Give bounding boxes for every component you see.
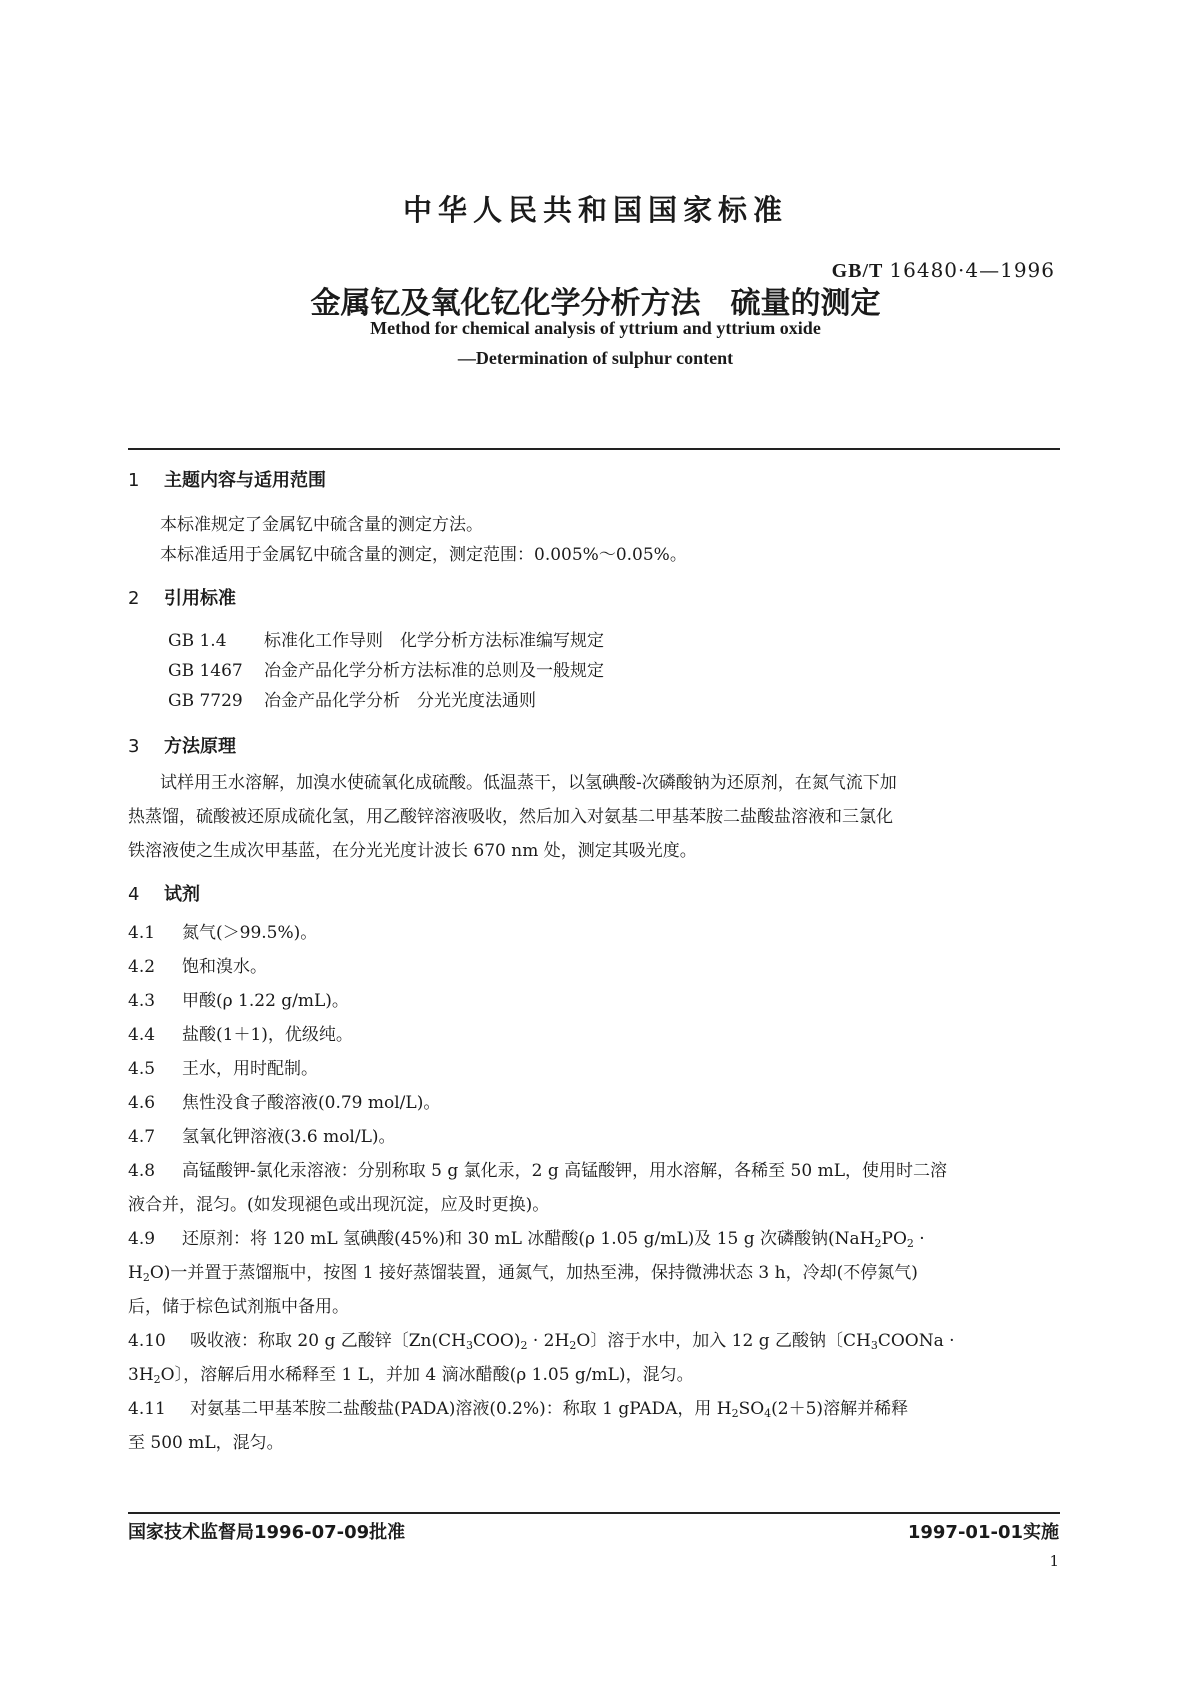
reagent-text: SO — [738, 1399, 765, 1419]
reagent-item — [128, 1018, 1060, 1052]
reagent-text: 甲酸(ρ 1.22 g/mL)。 — [182, 991, 349, 1011]
reference-row — [168, 656, 604, 681]
title-chinese — [0, 278, 1191, 322]
reagent-number: 4.10 — [128, 1331, 166, 1351]
reagent-text: 对氨基二甲基苯胺二盐酸盐(PADA)溶液(0.2%)：称取 1 gPADA，用 H — [190, 1399, 732, 1419]
section-1-line-2: 本标准适用于金属钇中硫含量的测定，测定范围：0.005%～0.05%。 — [160, 545, 687, 565]
reference-text: 冶金产品化学分析 分光光度法通则 — [264, 691, 536, 711]
reagent-text: COO) — [472, 1331, 521, 1351]
section-3-line-1: 试样用王水溶解，加溴水使硫氧化成硫酸。低温蒸干，以氢碘酸-次磷酸钠为还原剂，在氮气流下加 — [160, 773, 897, 793]
section-3-line-3: 铁溶液使之生成次甲基蓝，在分光光度计波长 670 nm 处，测定其吸光度。 — [128, 841, 697, 861]
title-english-line1: Method for chemical analysis of yttrium and yttrium oxide — [370, 318, 821, 338]
national-standard-heading: 中华人民共和国国家标准 — [402, 193, 788, 227]
reagent-text: H — [128, 1263, 143, 1283]
reagent-text: 高锰酸钾-氯化汞溶液：分别称取 5 g 氯化汞，2 g 高锰酸钾，用水溶解，各稀至 50 mL，使用时二溶 — [182, 1161, 948, 1181]
approval-date: 国家技术监督局1996-07-09批准 — [128, 1522, 406, 1543]
title-chinese-part2: 硫量的测定 — [730, 286, 881, 321]
reference-code: GB 1.4 — [168, 631, 227, 651]
reference-code: GB 1467 — [168, 661, 243, 681]
reagent-item — [128, 1052, 1060, 1086]
reagent-text: 饱和溴水。 — [182, 957, 267, 977]
reference-text: 标准化工作导则 化学分析方法标准编写规定 — [264, 631, 604, 651]
reagent-number: 4.6 — [128, 1093, 156, 1113]
reagent-item — [128, 916, 1060, 950]
reagent-text: 王水，用时配制。 — [182, 1059, 318, 1079]
reagent-text: 氢氧化钾溶液(3.6 mol/L)。 — [182, 1127, 396, 1147]
reference-row — [168, 686, 536, 711]
section-2-number: 2 — [128, 588, 140, 609]
reagent-text: 焦性没食子酸溶液(0.79 mol/L)。 — [182, 1093, 441, 1113]
reagent-text-continued: 后，储于棕色试剂瓶中备用。 — [128, 1297, 349, 1317]
title-chinese-part1: 金属钇及氧化钇化学分析方法 — [310, 286, 701, 321]
reagent-number: 4.9 — [128, 1229, 156, 1249]
standard-code-number: 16480·4—1996 — [889, 258, 1055, 282]
reagent-number: 4.2 — [128, 957, 156, 977]
reference-text: 冶金产品化学分析方法标准的总则及一般规定 — [264, 661, 604, 681]
reagent-number: 4.8 — [128, 1161, 156, 1181]
reagent-text-continued: 至 500 mL，混匀。 — [128, 1433, 284, 1453]
standard-code-prefix: GB/T — [831, 260, 884, 282]
reagent-text: O〕，溶解后用水稀释至 1 L，并加 4 滴冰醋酸(ρ 1.05 g/mL)，混匀。 — [160, 1365, 694, 1385]
reagent-item-4-11: 4.11 对氨基二甲基苯胺二盐酸盐(PADA)溶液(0.2%)：称取 1 gPADA，用 $H_2SO_4(2+5)$溶解并稀释 至 500 mL，混匀。 — [128, 1392, 1060, 1460]
reagent-text: PO — [881, 1229, 907, 1249]
reagent-item — [128, 984, 1060, 1018]
section-1-heading — [128, 466, 326, 492]
section-1-number: 1 — [128, 470, 140, 491]
section-2-title: 引用标准 — [164, 588, 236, 609]
reference-code: GB 7729 — [168, 691, 243, 711]
reagent-number: 4.4 — [128, 1025, 156, 1045]
reagent-item — [128, 1086, 1060, 1120]
reagent-number: 4.7 — [128, 1127, 156, 1147]
reagent-number: 4.5 — [128, 1059, 156, 1079]
section-3-number: 3 — [128, 736, 140, 757]
footer-divider — [128, 1512, 1060, 1514]
reagent-text: O〕溶于水中，加入 12 g 乙酸钠〔CH — [576, 1331, 871, 1351]
section-3-heading — [128, 732, 236, 758]
section-2-heading — [128, 584, 236, 610]
reference-row — [168, 626, 604, 651]
section-4-title: 试剂 — [164, 884, 200, 905]
reagent-text: · 2H — [527, 1331, 570, 1351]
section-3-line-2: 热蒸馏，硫酸被还原成硫化氢，用乙酸锌溶液吸收，然后加入对氨基二甲基苯胺二盐酸盐溶液和三氯化 — [128, 807, 893, 827]
section-4-heading — [128, 880, 200, 906]
effective-date: 1997-01-01实施 — [907, 1522, 1059, 1543]
reagent-item-4-8 — [128, 1154, 1060, 1222]
reagent-item-4-10: 4.10 吸收液：称取 20 g 乙酸锌〔$Zn(CH_3COO)_2 \cdot 2H_2O$〕溶于水中，加入 12 g 乙酸钠〔$CH_3COONa$ · $3H_2O$〕，溶解后用水稀释至 1 L，并加 4 滴冰醋酸(ρ 1.05 g/mL)，混匀。 — [128, 1324, 1060, 1392]
reagent-text: · — [913, 1229, 925, 1249]
reagent-text: O)一并置于蒸馏瓶中，按图 1 接好蒸馏装置，通氮气，加热至沸，保持微沸状态 3 h，冷却(不停氮气) — [149, 1263, 918, 1283]
section-3-body — [128, 766, 1060, 868]
reagent-text: 吸收液：称取 20 g 乙酸锌〔Zn(CH — [190, 1331, 466, 1351]
reagent-text: 盐酸(1＋1)，优级纯。 — [182, 1025, 353, 1045]
reagent-number: 4.3 — [128, 991, 156, 1011]
reagent-number: 4.11 — [128, 1399, 166, 1419]
reagent-text: (2＋5)溶解并稀释 — [771, 1399, 909, 1419]
reagent-text-continued: 液合并，混匀。(如发现褪色或出现沉淀，应及时更换)。 — [128, 1195, 550, 1215]
header-divider — [128, 448, 1060, 450]
reagent-text: 氮气(＞99.5%)。 — [182, 923, 318, 943]
reagent-number: 4.1 — [128, 923, 156, 943]
reagent-item — [128, 950, 1060, 984]
title-english-line2: —Determination of sulphur content — [457, 348, 734, 368]
reagent-text: COONa · — [877, 1331, 955, 1351]
reagent-item — [128, 1120, 1060, 1154]
reagent-item-4-9: 4.9 还原剂：将 120 mL 氢碘酸(45%)和 30 mL 冰醋酸(ρ 1.05 g/mL)及 15 g 次磷酸钠($NaH_2PO_2$ · $H_2O$)一并置于蒸馏瓶中，按图 1 接好蒸馏装置，通氮气，加热至沸，保持微沸状态 3 h，冷却(不停氮气) 后，储于棕色试剂瓶中备用。 — [128, 1222, 1060, 1324]
section-1-title: 主题内容与适用范围 — [164, 470, 326, 491]
reagent-text: 还原剂：将 120 mL 氢碘酸(45%)和 30 mL 冰醋酸(ρ 1.05 g/mL)及 15 g 次磷酸钠(NaH — [182, 1229, 875, 1249]
section-4-number: 4 — [128, 884, 140, 905]
section-1-line-1: 本标准规定了金属钇中硫含量的测定方法。 — [160, 515, 483, 535]
reagent-text: 3H — [128, 1365, 154, 1385]
page-number: 1 — [1049, 1552, 1059, 1570]
section-3-title: 方法原理 — [164, 736, 236, 757]
